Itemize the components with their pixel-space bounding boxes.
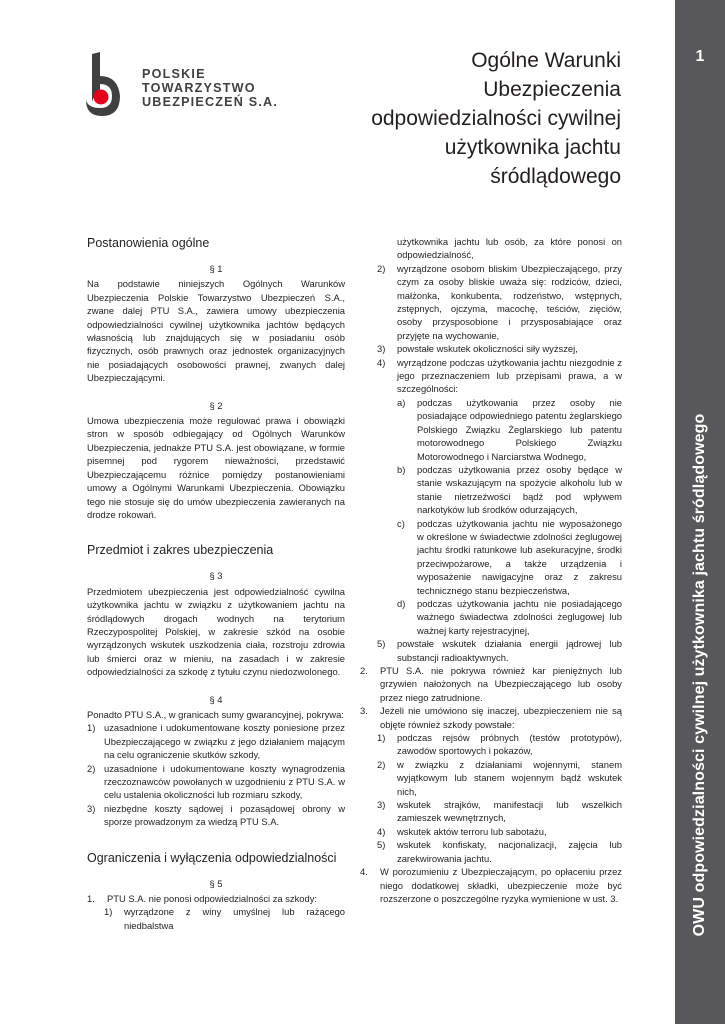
list-item-continued [360,235,622,262]
list-item-text: wyrządzone z winy umyślnej lub rażącego niedbalstwa [124,906,345,931]
list-item-number: 2) [87,762,96,774]
paragraph-number-3: § 3 [209,570,223,582]
list-item-text: wskutek aktów terroru lub sabotażu, [397,825,547,837]
list-item-text: PTU S.A. nie pokrywa również kar pieniężnych lub grzywien nałożonych na Ubezpieczającego lub osoby przez niego zatrudnione. [380,665,622,703]
logo-line-2: TOWARZYSTWO [142,81,256,95]
list-item-number: 4) [377,825,386,837]
list-item-text: uzasadnione i udokumentowane koszty wynagrodzenia rzeczoznawców powołanych w uzgodnieniu z PTU S.A. w celu ustalenia okoliczności lub rozmiaru szkody, [104,762,345,801]
list-item-number: 5) [377,638,386,650]
sub-list-item-letter: c) [397,517,405,529]
title-line-3: odpowiedzialności cywilnej [371,107,621,130]
sub-list-item-letter: b) [397,463,406,475]
document-title [301,46,621,191]
list-item-number: 3) [377,343,386,355]
list-item-text: Jeżeli nie umówiono się inaczej, ubezpieczeniem nie są objęte również szkody powstałe: [380,705,622,730]
sub-list-item [360,597,622,637]
sub-list-item-letter: a) [397,396,406,408]
sub-list-item-text: podczas użytkowania jachtu nie posiadającego ważnego świadectwa zdolności żeglugowej lub ważnej karty rejestracyjnej, [417,597,622,636]
list-item [87,762,345,802]
list-item-text: powstałe wskutek działania energii jądrowej lub substancji radioaktywnych. [397,638,622,663]
list-item [360,838,622,865]
section-heading-scope: Przedmiot i zakres ubezpieczenia [87,543,274,558]
paragraph-4-intro: Ponadto PTU S.A., w granicach sumy gwarancyjnej, pokrywa: [87,708,344,720]
ptu-logo-icon [84,50,134,120]
title-line-4: użytkownika jachtu [444,136,621,159]
list-item-number: 4) [377,356,386,368]
title-line-2: Ubezpieczenia [483,78,621,101]
list-item-text: podczas rejsów próbnych (testów prototypów), zawodów sportowych i pokazów, [397,732,622,757]
list-item-text: W porozumieniu z Ubezpieczającym, po opłaceniu przez niego dodatkowej składki, ubezpieczenie może być rozszerzone o poszczególne ryzyka wymienione w ust. 3. [380,866,622,904]
list-item [360,356,622,396]
list-item-number: 2. [360,665,368,676]
list-item-number: 4. [360,866,368,878]
left-column [87,234,345,932]
list-item [360,731,622,758]
company-logo [84,50,294,120]
sidebar-band [675,0,725,1024]
list-item [360,637,622,664]
list-item-text: powstałe wskutek okoliczności siły wyższej, [397,343,578,355]
list-item-number: 3) [377,799,386,811]
list-item-number: 1) [104,906,113,918]
list-item-text: uzasadnione i udokumentowane koszty poniesione przez Ubezpieczającego w związku z jego działaniem mającym na celu ograniczenie skutków szkody, [104,722,345,761]
paragraph-3-text: Przedmiotem ubezpieczenia jest odpowiedzialność cywilna użytkownika jachtu w związku z użytkowaniem jachtu na śródlądowych drogach wodnych na terytorium Rzeczypospolitej Polskiej, w zakresie szkód na osobie wyrządzonych wskutek uszkodzenia ciała, rozstroju zdrowia lub śmierci oraz w mieniu, na zasadach i w zakresie odpowiedzialności za szkodę z tytułu czynu niedozwolonego. [87,585,345,678]
list-item-number: 1. [87,893,95,905]
title-line-5: śródlądowego [490,165,621,188]
paragraph-number-5: § 5 [209,877,223,889]
list-item [360,865,622,905]
list-item-text: wskutek strajków, manifestacji lub wszelkich zamieszek wewnętrznych, [397,799,622,824]
list-item [360,664,622,704]
list-item-text: użytkownika jachtu lub osób, za które ponosi on odpowiedzialność, [397,236,622,261]
paragraph-number-1: § 1 [209,263,223,274]
sub-list-item-text: podczas użytkowania przez osoby będące w stanie wskazującym na spożycie alkoholu lub w stanie nietrzeźwości bądź pod wpływem narkotyków lub środków odurzających, [417,463,622,516]
list-item [87,721,345,761]
sub-list-item [360,396,622,463]
sub-list-item-text: podczas użytkowania przez osoby nie posiadające odpowiedniego patentu żeglarskiego Polskiego Związku Żeglarskiego lub patentu motorowodnego Polskiego Związku Motorowodnego i Narciarstwa Wodnego, [417,396,622,462]
sub-list-item-text: podczas użytkowania jachtu nie wyposażonego w określone w świadectwie zdolności żeglugowej jachtu środki ratunkowe lub asekuracyjne, środki przeciwpożarowe, a także urządzenia i wyposażenie nawigacyjne oraz z zakresu technicznego stanu bezpieczeństwa, [417,517,622,596]
paragraph-number-2: § 2 [209,399,223,411]
list-item-number: 1) [87,722,96,734]
logo-line-3: UBEZPIECZEŃ S.A. [142,95,279,109]
paragraph-number-4: § 4 [209,693,223,705]
title-line-1: Ogólne Warunki [471,49,621,72]
list-item [360,704,622,731]
sub-list-item [360,517,622,597]
list-item [360,798,622,825]
section-heading-exclusions: Ograniczenia i wyłączenia odpowiedzialności [87,850,337,865]
list-item-number: 2) [377,758,386,770]
list-item [360,758,622,798]
right-column [360,235,622,905]
list-item-number: 3) [87,802,96,814]
list-item [360,342,622,355]
list-item-text: wskutek konfiskaty, nacjonalizacji, zajęcia lub zarekwirowania jachtu. [397,839,622,864]
logo-wordmark [142,67,278,109]
sub-list-item-letter: d) [397,597,406,609]
list-item-text: w związku z działaniami wojennymi, stanem wyjątkowym lub stanem wojennym bądź wskutek nich, [397,758,622,797]
list-item [87,802,345,829]
paragraph-2-text: Umowa ubezpieczenia może regulować prawa i obowiązki stron w sposób odbiegający od Ogólnych Warunków Ubezpieczenia, jednakże PTU S.A. jest obowiązane, w formie pisemnej pod rygorem nieważności, przedstawić Ubezpieczającemu różnice pomiędzy postanowieniami umowy a Ogólnymi Warunkami Ubezpieczenia. Obowiązku tego nie stosuje się do umów ubezpieczenia zawieranych na drodze rokowań. [87,415,345,520]
logo-line-1: POLSKIE [142,67,206,81]
sub-list-item [360,463,622,517]
paragraph-1-text: Na podstawie niniejszych Ogólnych Warunków Ubezpieczenia Polskie Towarzystwo Ubezpieczeń S.A., zwane dalej PTU S.A., zawiera umowy ubezpieczenia odpowiedzialności cywilnej użytkownika jachtów będących własnością lub znajdujących się w posiadaniu osób fizycznych, osób prawnych oraz jednostek organizacyjnych nie posiadających osobowości prawnej, zwanych dalej Ubezpieczającymi. [87,278,345,384]
list-item-text: PTU S.A. nie ponosi odpowiedzialności za szkody: [107,893,318,905]
list-item [360,262,622,342]
page-number: 1 [695,48,705,65]
list-item-text: wyrządzone osobom bliskim Ubezpieczającego, przy czym za osoby bliskie uważa się: rodziców, dzieci, małżonka, konkubenta, rodzeństwo, wstępnych, zstępnych, ojczyma, macochę, teściów, zięciów, osoby przysposobione i przysposabiające oraz przyjęte na wychowanie, [397,262,622,341]
list-item-number: 1) [377,732,386,744]
section-heading-general: Postanowienia ogólne [87,236,210,250]
list-item-text: wyrządzone podczas użytkowania jachtu niezgodnie z jego przeznaczeniem lub przepisami prawa, a w szczególności: [397,356,622,395]
list-item [87,905,345,932]
list-item [87,892,345,905]
list-item-number: 5) [377,839,386,851]
list-item [360,825,622,838]
list-item-number: 3. [360,705,368,717]
running-title: OWU odpowiedzialności cywilnej użytkownika jachtu śródlądowego [691,413,708,937]
list-item-text: niezbędne koszty sądowej i pozasądowej obrony w sporze prowadzonym za wiedzą PTU S.A. [104,802,345,828]
list-item-number: 2) [377,262,386,274]
